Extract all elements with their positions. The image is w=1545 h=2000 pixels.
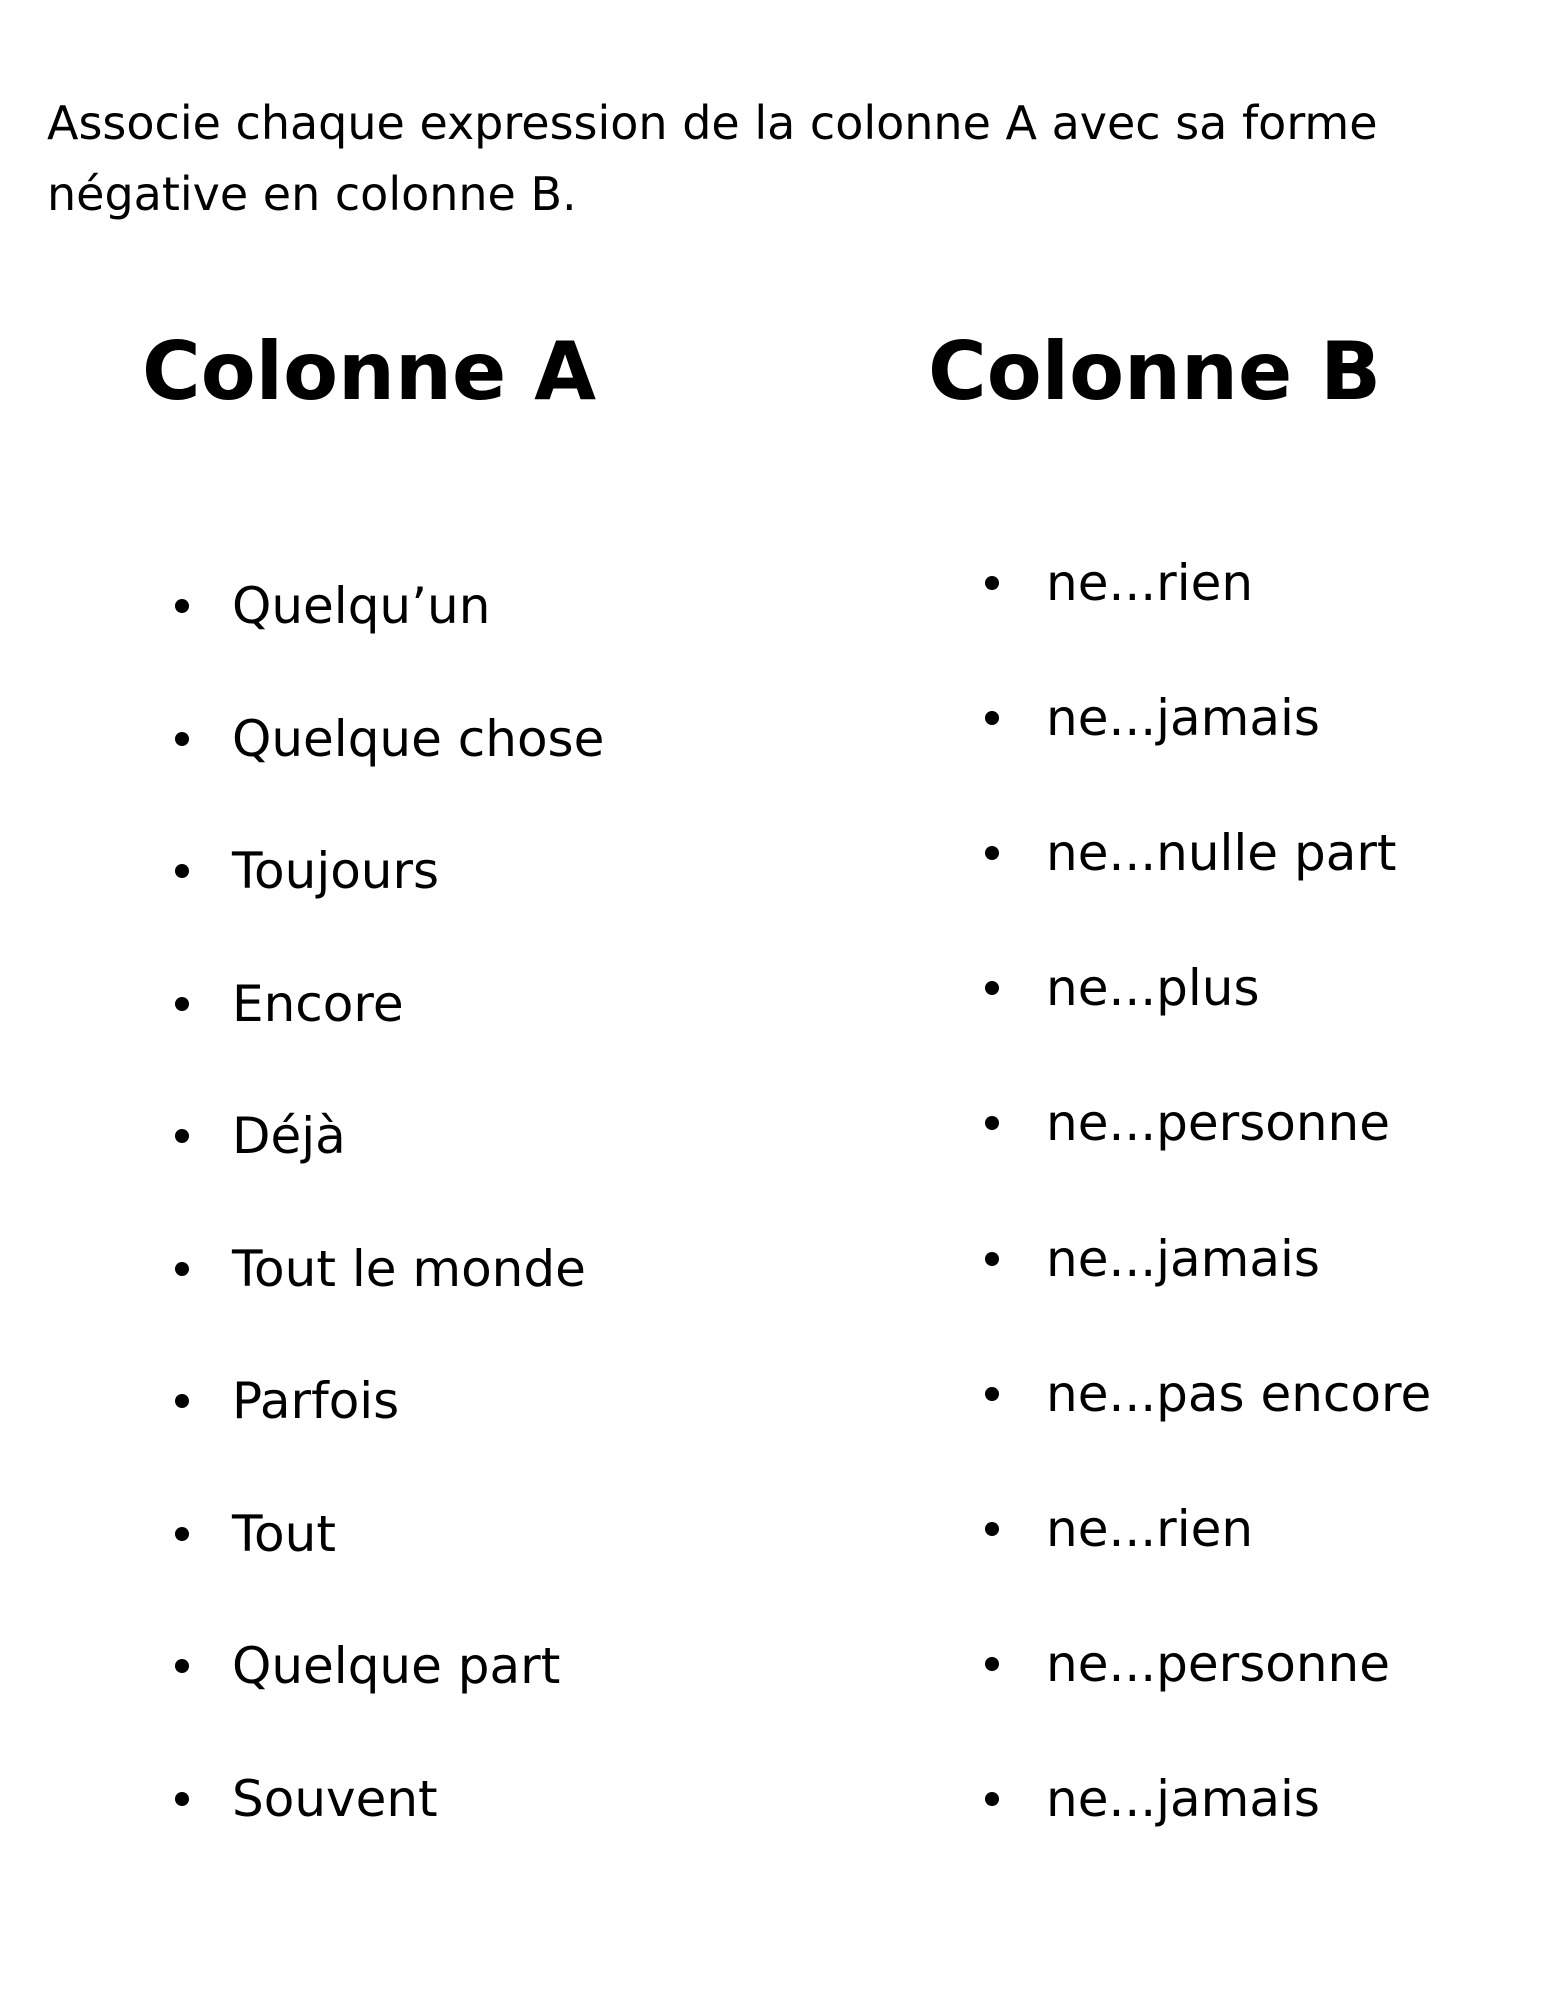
column-b-list [985,515,1431,1867]
list-item-text: Parfois [232,1372,400,1431]
list-item-text: ne...jamais [1046,1229,1320,1288]
list-item-text: ne...rien [1046,1499,1254,1558]
bullet-icon [175,599,189,613]
instructions-text: Associe chaque expression de la colonne A avec sa forme négative en colonne B. [47,96,1378,221]
list-item-text: ne...rien [1046,553,1254,612]
list-item [175,805,604,938]
bullet-icon [985,1522,999,1536]
list-item-text: Tout [232,1504,336,1563]
list-item [985,1191,1431,1326]
list-item-text: ne...jamais [1046,1770,1320,1829]
bullet-icon [175,1659,189,1673]
list-item-text: Déjà [232,1107,346,1166]
list-item-text: ne...jamais [1046,688,1320,747]
list-item [985,515,1431,650]
bullet-icon [175,1129,189,1143]
list-item [985,1326,1431,1461]
list-item [175,1600,604,1733]
bullet-icon [175,1792,189,1806]
list-item-text: ne...personne [1046,1094,1390,1153]
bullet-icon [175,864,189,878]
list-item-text: Quelqu’un [232,577,491,636]
column-b-heading: Colonne B [928,325,1382,418]
list-item [985,785,1431,920]
list-item-text: Quelque part [232,1637,561,1696]
bullet-icon [175,1394,189,1408]
list-item-text: ne...nulle part [1046,823,1397,882]
list-item [985,921,1431,1056]
bullet-icon [985,846,999,860]
bullet-icon [985,576,999,590]
bullet-icon [985,1792,999,1806]
column-a-heading: Colonne A [142,325,596,418]
list-item-text: ne...personne [1046,1635,1390,1694]
list-item [985,1732,1431,1867]
list-item [175,938,604,1071]
bullet-icon [175,732,189,746]
list-item-text: ne...pas encore [1046,1364,1432,1423]
bullet-icon [985,981,999,995]
list-item [985,650,1431,785]
column-a-list [175,540,604,1865]
bullet-icon [985,1387,999,1401]
list-item [175,673,604,806]
list-item-text: Encore [232,974,404,1033]
list-item [985,1056,1431,1191]
bullet-icon [985,711,999,725]
list-item [175,540,604,673]
list-item [985,1597,1431,1732]
list-item-text: Quelque chose [232,709,605,768]
bullet-icon [175,1262,189,1276]
list-item [985,1461,1431,1596]
bullet-icon [985,1252,999,1266]
list-item [175,1070,604,1203]
bullet-icon [175,1527,189,1541]
bullet-icon [175,997,189,1011]
list-item-text: Souvent [232,1769,438,1828]
list-item-text: Tout le monde [232,1239,586,1298]
list-item-text: Toujours [232,842,440,901]
list-item [175,1335,604,1468]
bullet-icon [985,1116,999,1130]
list-item [175,1203,604,1336]
list-item [175,1468,604,1601]
list-item-text: ne...plus [1046,959,1260,1018]
list-item [175,1733,604,1866]
bullet-icon [985,1657,999,1671]
